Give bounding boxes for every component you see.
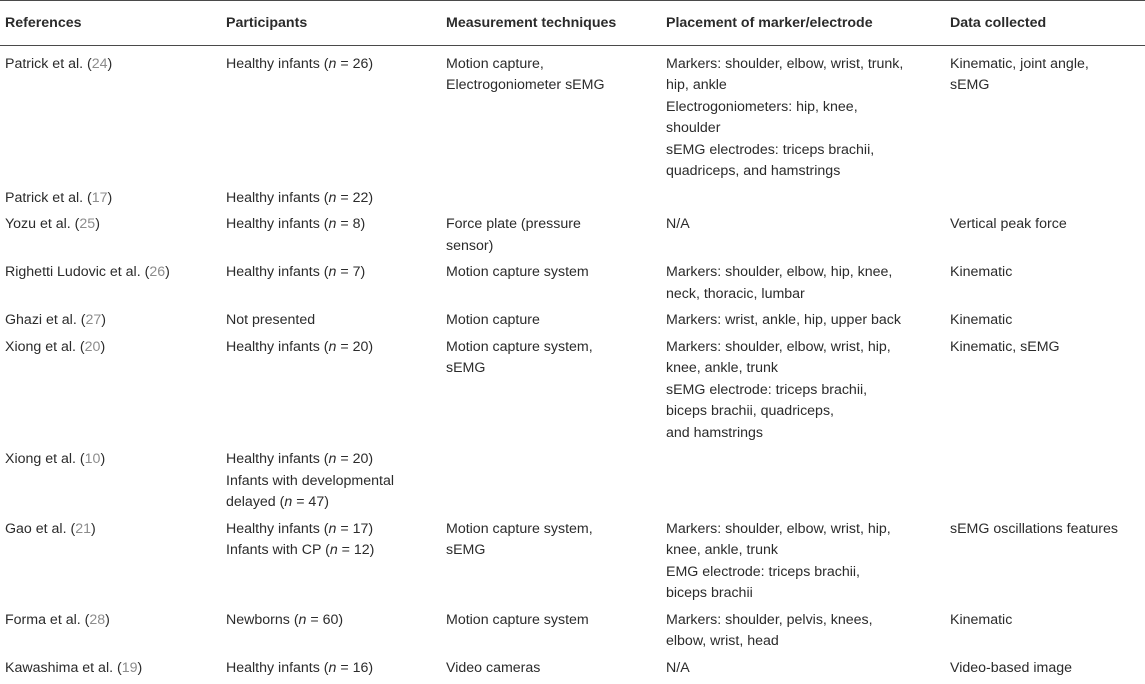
placement-line: shoulder [666, 118, 941, 140]
technique-line: Motion capture [446, 310, 657, 332]
reference-close-paren: ) [95, 216, 100, 232]
reference-author: Gao et al. ( [5, 521, 75, 537]
cell-placement [661, 310, 945, 337]
table-row [0, 519, 1145, 610]
cell-participants [221, 262, 441, 310]
technique-line: Video cameras [446, 658, 657, 680]
reference-number-link[interactable]: 19 [122, 660, 138, 676]
reference-author: Righetti Ludovic et al. ( [5, 264, 149, 280]
technique-line: sEMG [446, 358, 657, 380]
participants-line: Healthy infants (n = 20) [226, 337, 437, 359]
reference-author: Ghazi et al. ( [5, 312, 85, 328]
cell-participants [221, 45, 441, 188]
reference-author: Patrick et al. ( [5, 56, 92, 72]
data-collected-line: Kinematic [950, 610, 1141, 632]
cell-placement [661, 188, 945, 215]
placement-line: elbow, wrist, head [666, 631, 941, 653]
technique-line: Motion capture, [446, 54, 657, 76]
reference-close-paren: ) [108, 190, 113, 206]
header-data-collected: Data collected [945, 1, 1145, 46]
placement-line: knee, ankle, trunk [666, 540, 941, 562]
placement-line: Markers: shoulder, pelvis, knees, [666, 610, 941, 632]
cell-data-collected [945, 610, 1145, 658]
reference-number-link[interactable]: 28 [89, 612, 105, 628]
participants-line: Newborns (n = 60) [226, 610, 437, 632]
reference-close-paren: ) [137, 660, 142, 676]
cell-participants [221, 610, 441, 658]
placement-line: sEMG electrode: triceps brachii, [666, 380, 941, 402]
placement-line: Markers: wrist, ankle, hip, upper back [666, 310, 941, 332]
technique-line: sensor) [446, 236, 657, 258]
cell-placement [661, 262, 945, 310]
participants-line: delayed (n = 47) [226, 492, 437, 514]
placement-line: Markers: shoulder, elbow, wrist, hip, [666, 337, 941, 359]
technique-line: Motion capture system [446, 610, 657, 632]
cell-reference [0, 610, 221, 658]
reference-close-paren: ) [100, 451, 105, 467]
data-collected-line: sEMG [950, 75, 1141, 97]
placement-line: Markers: shoulder, elbow, wrist, hip, [666, 519, 941, 541]
technique-line: Force plate (pressure [446, 214, 657, 236]
cell-participants [221, 658, 441, 684]
participants-line: Healthy infants (n = 22) [226, 188, 437, 210]
cell-measurement-techniques [441, 658, 661, 684]
reference-author: Xiong et al. ( [5, 451, 85, 467]
cell-data-collected [945, 310, 1145, 337]
reference-author: Xiong et al. ( [5, 339, 85, 355]
cell-participants [221, 214, 441, 262]
cell-placement [661, 449, 945, 519]
placement-line: EMG electrode: triceps brachii, [666, 562, 941, 584]
technique-line: Motion capture system, [446, 337, 657, 359]
cell-participants [221, 188, 441, 215]
cell-data-collected [945, 519, 1145, 610]
placement-line: sEMG electrodes: triceps brachii, [666, 140, 941, 162]
reference-close-paren: ) [105, 612, 110, 628]
cell-measurement-techniques [441, 449, 661, 519]
header-participants: Participants [221, 1, 441, 46]
table-row [0, 45, 1145, 188]
table-row [0, 658, 1145, 684]
cell-reference [0, 310, 221, 337]
cell-participants [221, 449, 441, 519]
header-row [0, 1, 1145, 46]
table-row [0, 214, 1145, 262]
technique-line: Motion capture system [446, 262, 657, 284]
placement-line: knee, ankle, trunk [666, 358, 941, 380]
cell-measurement-techniques [441, 310, 661, 337]
cell-measurement-techniques [441, 262, 661, 310]
reference-number-link[interactable]: 25 [79, 216, 95, 232]
table-row [0, 262, 1145, 310]
cell-placement [661, 45, 945, 188]
table-row [0, 188, 1145, 215]
reference-number-link[interactable]: 24 [92, 56, 108, 72]
cell-placement [661, 337, 945, 450]
cell-measurement-techniques [441, 337, 661, 450]
reference-author: Patrick et al. ( [5, 190, 92, 206]
reference-number-link[interactable]: 20 [85, 339, 101, 355]
table-row [0, 610, 1145, 658]
header-references: References [0, 1, 221, 46]
reference-close-paren: ) [101, 312, 106, 328]
placement-line: and hamstrings [666, 423, 941, 445]
cell-reference [0, 188, 221, 215]
reference-close-paren: ) [100, 339, 105, 355]
cell-data-collected [945, 262, 1145, 310]
reference-close-paren: ) [108, 56, 113, 72]
placement-line: Markers: shoulder, elbow, wrist, trunk, [666, 54, 941, 76]
cell-measurement-techniques [441, 214, 661, 262]
cell-data-collected [945, 658, 1145, 684]
cell-placement [661, 214, 945, 262]
cell-placement [661, 658, 945, 684]
reference-author: Forma et al. ( [5, 612, 89, 628]
cell-data-collected [945, 214, 1145, 262]
cell-data-collected [945, 337, 1145, 450]
data-collected-line: Video-based image [950, 658, 1141, 680]
reference-number-link[interactable]: 21 [75, 521, 91, 537]
table-row [0, 310, 1145, 337]
placement-line: Electrogoniometers: hip, knee, [666, 97, 941, 119]
data-collected-line: Kinematic [950, 310, 1141, 332]
participants-line: Healthy infants (n = 16) [226, 658, 437, 680]
reference-number-link[interactable]: 26 [149, 264, 165, 280]
data-collected-line: Kinematic, joint angle, [950, 54, 1141, 76]
cell-measurement-techniques [441, 188, 661, 215]
technique-line: Electrogoniometer sEMG [446, 75, 657, 97]
participants-line: Healthy infants (n = 20) [226, 449, 437, 471]
cell-reference [0, 214, 221, 262]
cell-data-collected [945, 188, 1145, 215]
table-header [0, 1, 1145, 46]
cell-placement [661, 519, 945, 610]
table-row [0, 449, 1145, 519]
participants-line: Healthy infants (n = 17) [226, 519, 437, 541]
cell-reference [0, 658, 221, 684]
cell-measurement-techniques [441, 519, 661, 610]
cell-measurement-techniques [441, 45, 661, 188]
table-body [0, 45, 1145, 684]
participants-line: Infants with CP (n = 12) [226, 540, 437, 562]
data-collected-line: Kinematic, sEMG [950, 337, 1141, 359]
placement-line: biceps brachii, quadriceps, [666, 401, 941, 423]
participants-line: Healthy infants (n = 7) [226, 262, 437, 284]
cell-reference [0, 262, 221, 310]
cell-reference [0, 449, 221, 519]
participants-line: Healthy infants (n = 8) [226, 214, 437, 236]
data-collected-line: sEMG oscillations features [950, 519, 1141, 541]
reference-close-paren: ) [91, 521, 96, 537]
placement-line: N/A [666, 658, 941, 680]
placement-line: hip, ankle [666, 75, 941, 97]
placement-line: biceps brachii [666, 583, 941, 605]
cell-data-collected [945, 449, 1145, 519]
placement-line: neck, thoracic, lumbar [666, 284, 941, 306]
cell-participants [221, 337, 441, 450]
cell-reference [0, 519, 221, 610]
participants-line: Infants with developmental [226, 471, 437, 493]
placement-line: Markers: shoulder, elbow, hip, knee, [666, 262, 941, 284]
reference-author: Kawashima et al. ( [5, 660, 122, 676]
reference-number-link[interactable]: 27 [85, 312, 101, 328]
reference-number-link[interactable]: 17 [92, 190, 108, 206]
technique-line: sEMG [446, 540, 657, 562]
cell-participants [221, 310, 441, 337]
cell-data-collected [945, 45, 1145, 188]
reference-author: Yozu et al. ( [5, 216, 79, 232]
participants-line: Not presented [226, 310, 437, 332]
cell-placement [661, 610, 945, 658]
placement-line: quadriceps, and hamstrings [666, 161, 941, 183]
data-collected-line: Kinematic [950, 262, 1141, 284]
header-measurement-techniques: Measurement techniques [441, 1, 661, 46]
technique-line: Motion capture system, [446, 519, 657, 541]
reference-close-paren: ) [165, 264, 170, 280]
placement-line: N/A [666, 214, 941, 236]
cell-reference [0, 45, 221, 188]
header-placement: Placement of marker/electrode [661, 1, 945, 46]
table-row [0, 337, 1145, 450]
data-collected-line: Vertical peak force [950, 214, 1141, 236]
cell-measurement-techniques [441, 610, 661, 658]
cell-reference [0, 337, 221, 450]
participants-line: Healthy infants (n = 26) [226, 54, 437, 76]
reference-number-link[interactable]: 10 [85, 451, 101, 467]
cell-participants [221, 519, 441, 610]
